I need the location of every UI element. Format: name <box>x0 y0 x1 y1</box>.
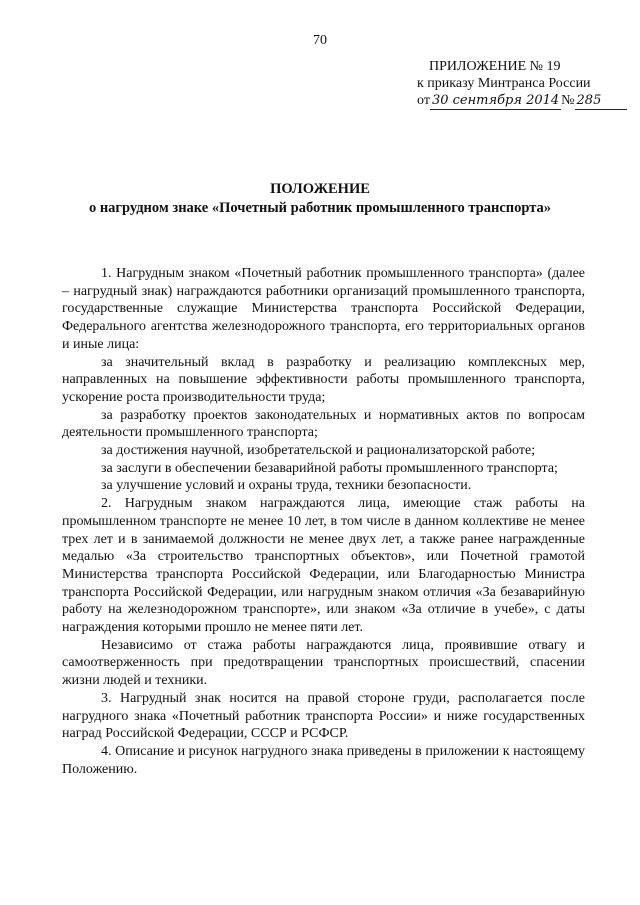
number-prefix: № <box>561 93 575 108</box>
paragraph-1-item-3: за достижения научной, изобретательской и рационализаторской работе; <box>101 443 536 459</box>
paragraph-2: 2. Нагрудным знаком награждаются лица, имеющие стаж работы на промышленном транспорте не менее 10 лет, в том числе в данном коллективе не менее трех лет и в занимаемой должности не менее двух лет, а также ранее награжденные медалью «За строительство транспортных объектов», или Почетной грамотой Министерства транспорта Российской Федерации, или Благодарностью Министра транспорта Российской Федерации, или нагрудным знаком отличия «За безаварийную работу на железнодорожном транспорте», или знаком «За отличие в учебе», с даты награждения которыми прошло не менее пяти лет. <box>62 496 585 636</box>
appendix-title: ПРИЛОЖЕНИЕ № 19 <box>429 59 561 74</box>
date-prefix: от <box>417 93 430 108</box>
paragraph-1-item-1: за значительный вклад в разработку и реализацию комплексных мер, направленных на повышение эффективности работы промышленного транспорта, ускорение роста производительности труда; <box>62 354 585 405</box>
document-heading <box>0 180 640 218</box>
handwritten-date: 30 сентября 2014 <box>431 93 560 108</box>
document-title: ПОЛОЖЕНИЕ <box>270 181 370 197</box>
document-subtitle: о нагрудном знаке «Почетный работник промышленного транспорта» <box>88 200 552 216</box>
paragraph-1-item-4: за заслуги в обеспечении безаварийной работы промышленного транспорта; <box>101 460 558 476</box>
paragraph-1: 1. Нагрудным знаком «Почетный работник промышленного транспорта» (далее – нагрудный знак) награждаются работники организаций промышленного транспорта, государственные служащие Министерства транспорта Российской Федерации, Федерального агентства железнодорожного транспорта, его территориальных органов и иные лица: <box>62 266 585 352</box>
appendix-header <box>417 58 627 110</box>
document-body <box>62 265 585 778</box>
handwritten-number: 285 <box>575 92 627 110</box>
page-number: 70 <box>313 33 327 48</box>
paragraph-2-note: Независимо от стажа работы награждаются лица, проявившие отвагу и самоотверженность при предотвращении транспортных происшествий, спасении жизни людей и техники. <box>62 637 585 689</box>
paragraph-1-item-2: за разработку проектов законодательных и нормативных актов по вопросам деятельности промышленного транспорта; <box>62 407 585 441</box>
paragraph-1-item-5: за улучшение условий и охраны труда, техники безопасности. <box>101 478 472 494</box>
appendix-order: к приказу Минтранса России <box>417 76 591 91</box>
appendix-order-date-line <box>417 92 627 110</box>
paragraph-4: 4. Описание и рисунок нагрудного знака приведены в приложении к настоящему Положению. <box>62 743 585 777</box>
paragraph-3: 3. Нагрудный знак носится на правой стороне груди, располагается после нагрудного знака «Почетный работник транспорта России» и ниже государственных наград Российской Федерации, СССР и РСФСР. <box>62 690 585 742</box>
